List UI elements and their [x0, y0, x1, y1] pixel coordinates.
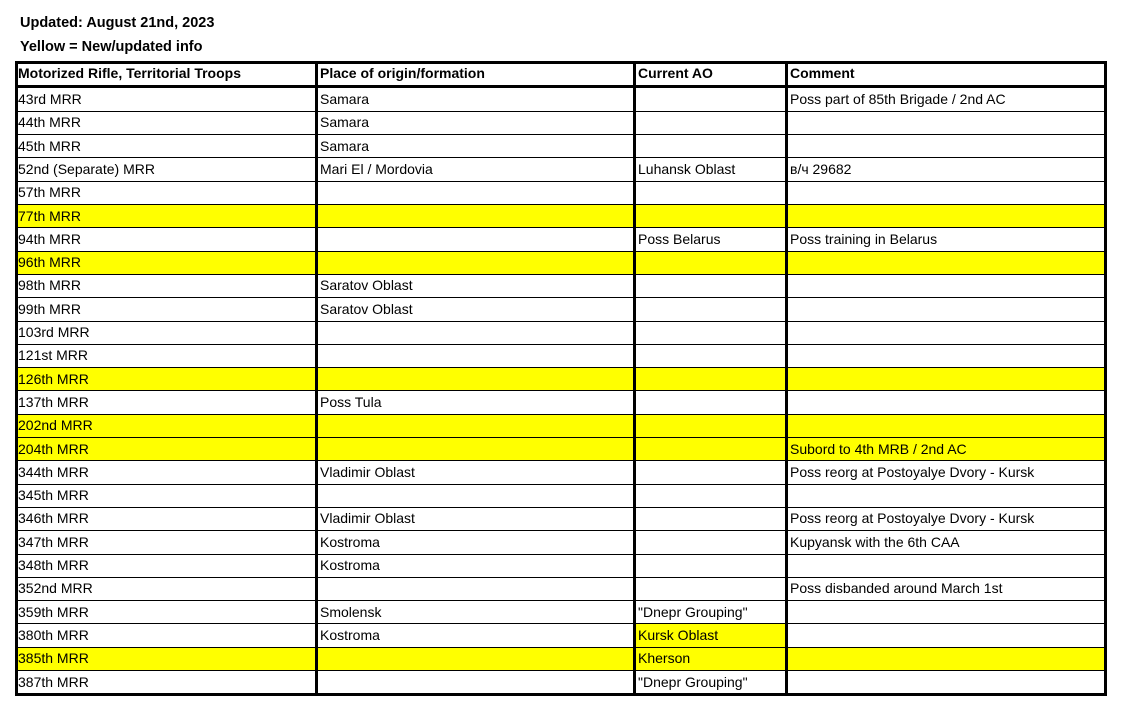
cell-origin	[317, 671, 633, 694]
cell-origin: Vladimir Oblast	[320, 510, 415, 527]
row-divider	[15, 321, 1107, 322]
cell-comment: Subord to 4th MRB / 2nd AC	[790, 440, 967, 457]
column-header-origin: Place of origin/formation	[320, 65, 485, 81]
row-divider	[15, 437, 1107, 438]
cell-ao	[635, 205, 785, 228]
column-divider	[633, 61, 636, 696]
column-divider	[785, 61, 788, 696]
cell-unit: 94th MRR	[18, 230, 82, 247]
row-divider	[15, 530, 1107, 531]
row-divider	[15, 623, 1107, 624]
cell-unit: 137th MRR	[18, 393, 89, 410]
cell-ao	[635, 577, 785, 600]
cell-ao	[635, 321, 785, 344]
cell-ao	[635, 274, 785, 297]
row-divider	[15, 554, 1107, 555]
cell-origin: Saratov Oblast	[320, 300, 413, 317]
cell-comment: Poss part of 85th Brigade / 2nd AC	[790, 91, 1006, 107]
cell-ao	[635, 344, 785, 367]
cell-comment	[787, 251, 1105, 274]
cell-comment	[787, 368, 1105, 391]
cell-origin: Samara	[320, 91, 370, 107]
column-header-ao: Current AO	[638, 65, 713, 81]
table-row	[15, 601, 1107, 624]
table-row	[15, 251, 1107, 274]
cell-unit: 44th MRR	[18, 114, 82, 131]
cell-unit: 380th MRR	[18, 626, 89, 643]
row-divider	[15, 414, 1107, 415]
row-divider	[15, 600, 1107, 601]
row-divider	[15, 111, 1107, 112]
cell-origin	[317, 251, 633, 274]
cell-ao	[635, 298, 785, 321]
table-row	[15, 368, 1107, 391]
cell-comment: Poss reorg at Postoyalye Dvory - Kursk	[790, 463, 1035, 480]
cell-ao: Luhansk Oblast	[638, 160, 736, 177]
row-divider	[15, 251, 1107, 252]
row-divider	[15, 297, 1107, 298]
table-row	[15, 671, 1107, 694]
cell-unit: 98th MRR	[18, 277, 82, 294]
cell-unit: 43rd MRR	[18, 91, 82, 107]
cell-origin	[317, 344, 633, 367]
cell-origin: Samara	[320, 137, 370, 154]
cell-comment	[787, 554, 1105, 577]
row-divider	[15, 460, 1107, 461]
cell-ao	[635, 135, 785, 158]
cell-ao	[635, 438, 785, 461]
table-row	[15, 298, 1107, 321]
cell-ao	[635, 181, 785, 204]
cell-origin	[317, 414, 633, 437]
cell-ao: Kherson	[638, 650, 691, 667]
cell-origin: Kostroma	[320, 533, 380, 550]
row-divider	[15, 577, 1107, 578]
cell-comment	[787, 647, 1105, 670]
cell-ao	[635, 391, 785, 414]
cell-unit: 359th MRR	[18, 603, 89, 620]
cell-comment	[787, 181, 1105, 204]
cell-comment	[787, 321, 1105, 344]
cell-comment	[787, 274, 1105, 297]
cell-comment: Poss disbanded around March 1st	[790, 580, 1003, 597]
table-row	[15, 344, 1107, 367]
cell-comment	[787, 671, 1105, 694]
cell-origin: Samara	[320, 114, 370, 131]
row-divider	[15, 344, 1107, 345]
row-divider	[15, 647, 1107, 648]
cell-unit: 385th MRR	[18, 650, 89, 667]
cell-ao	[635, 251, 785, 274]
cell-origin	[317, 577, 633, 600]
row-divider	[15, 227, 1107, 228]
row-divider	[15, 181, 1107, 182]
table-row	[15, 88, 1107, 111]
row-divider	[15, 484, 1107, 485]
table-row	[15, 438, 1107, 461]
cell-origin	[317, 205, 633, 228]
cell-comment: Poss training in Belarus	[790, 230, 938, 247]
row-divider	[15, 204, 1107, 205]
cell-unit: 99th MRR	[18, 300, 82, 317]
cell-ao	[635, 461, 785, 484]
row-divider	[15, 693, 1107, 696]
column-divider	[1104, 61, 1107, 696]
table-row	[15, 228, 1107, 251]
cell-comment	[787, 414, 1105, 437]
cell-origin	[317, 181, 633, 204]
cell-origin	[317, 228, 633, 251]
cell-unit: 126th MRR	[18, 370, 89, 387]
units-table	[15, 61, 1107, 696]
cell-origin: Mari El / Mordovia	[320, 160, 433, 177]
column-divider	[315, 61, 318, 696]
row-divider	[15, 670, 1107, 671]
table-row	[15, 577, 1107, 600]
cell-ao	[635, 88, 785, 111]
column-divider	[15, 61, 18, 696]
cell-unit: 57th MRR	[18, 184, 82, 201]
cell-unit: 121st MRR	[18, 347, 89, 364]
row-divider	[15, 134, 1107, 135]
row-divider	[15, 274, 1107, 275]
cell-ao	[635, 554, 785, 577]
cell-unit: 204th MRR	[18, 440, 89, 457]
cell-origin: Kostroma	[320, 626, 380, 643]
cell-ao	[635, 368, 785, 391]
cell-origin	[317, 368, 633, 391]
cell-comment	[787, 111, 1105, 134]
column-header-unit: Motorized Rifle, Territorial Troops	[18, 65, 241, 81]
cell-origin: Vladimir Oblast	[320, 463, 415, 480]
cell-origin	[317, 321, 633, 344]
cell-comment: Kupyansk with the 6th CAA	[790, 533, 960, 550]
cell-ao: "Dnepr Grouping"	[638, 603, 748, 620]
row-divider	[15, 507, 1107, 508]
cell-ao	[635, 484, 785, 507]
cell-comment	[787, 484, 1105, 507]
cell-comment: Poss reorg at Postoyalye Dvory - Kursk	[790, 510, 1035, 527]
cell-unit: 96th MRR	[18, 254, 82, 271]
table-row	[15, 391, 1107, 414]
cell-ao	[635, 414, 785, 437]
cell-comment	[787, 135, 1105, 158]
table-row	[15, 531, 1107, 554]
cell-unit: 344th MRR	[18, 463, 89, 480]
legend-note: Yellow = New/updated info	[20, 39, 203, 55]
cell-comment: в/ч 29682	[790, 160, 852, 177]
cell-unit: 52nd (Separate) MRR	[18, 160, 155, 177]
table-row	[15, 181, 1107, 204]
table-row	[15, 111, 1107, 134]
cell-origin	[317, 647, 633, 670]
table-row	[15, 158, 1107, 181]
cell-unit: 347th MRR	[18, 533, 89, 550]
table-row	[15, 321, 1107, 344]
cell-ao: "Dnepr Grouping"	[638, 673, 748, 690]
cell-unit: 77th MRR	[18, 207, 82, 224]
table-row	[15, 507, 1107, 530]
cell-comment	[787, 601, 1105, 624]
cell-unit: 202nd MRR	[18, 417, 93, 434]
table-row	[15, 135, 1107, 158]
cell-ao	[635, 507, 785, 530]
row-divider	[15, 157, 1107, 158]
cell-unit: 387th MRR	[18, 673, 89, 690]
cell-comment	[787, 344, 1105, 367]
table-row	[15, 461, 1107, 484]
updated-date: Updated: August 21nd, 2023	[20, 15, 215, 31]
cell-origin: Smolensk	[320, 603, 382, 620]
cell-origin	[317, 438, 633, 461]
cell-origin: Kostroma	[320, 557, 380, 573]
table-row	[15, 484, 1107, 507]
row-divider	[15, 367, 1107, 368]
cell-unit: 45th MRR	[18, 137, 82, 154]
cell-unit: 352nd MRR	[18, 580, 93, 597]
table-row	[15, 554, 1107, 577]
cell-ao: Poss Belarus	[638, 230, 721, 247]
cell-unit: 348th MRR	[18, 557, 89, 573]
table-row	[15, 624, 1107, 647]
table-row	[15, 414, 1107, 437]
cell-comment	[787, 298, 1105, 321]
table-row	[15, 205, 1107, 228]
table-row	[15, 647, 1107, 670]
cell-unit: 345th MRR	[18, 487, 89, 504]
cell-origin: Poss Tula	[320, 393, 382, 410]
cell-origin: Saratov Oblast	[320, 277, 413, 294]
row-divider	[15, 390, 1107, 391]
cell-comment	[787, 391, 1105, 414]
column-header-comment: Comment	[790, 65, 855, 81]
cell-unit: 103rd MRR	[18, 324, 90, 340]
cell-comment	[787, 205, 1105, 228]
row-divider	[15, 61, 1107, 64]
cell-ao: Kursk Oblast	[635, 624, 785, 647]
cell-origin	[317, 484, 633, 507]
cell-ao	[635, 531, 785, 554]
cell-ao	[635, 111, 785, 134]
cell-comment	[787, 624, 1105, 647]
table-row	[15, 274, 1107, 297]
cell-unit: 346th MRR	[18, 510, 89, 527]
row-divider	[15, 85, 1107, 88]
